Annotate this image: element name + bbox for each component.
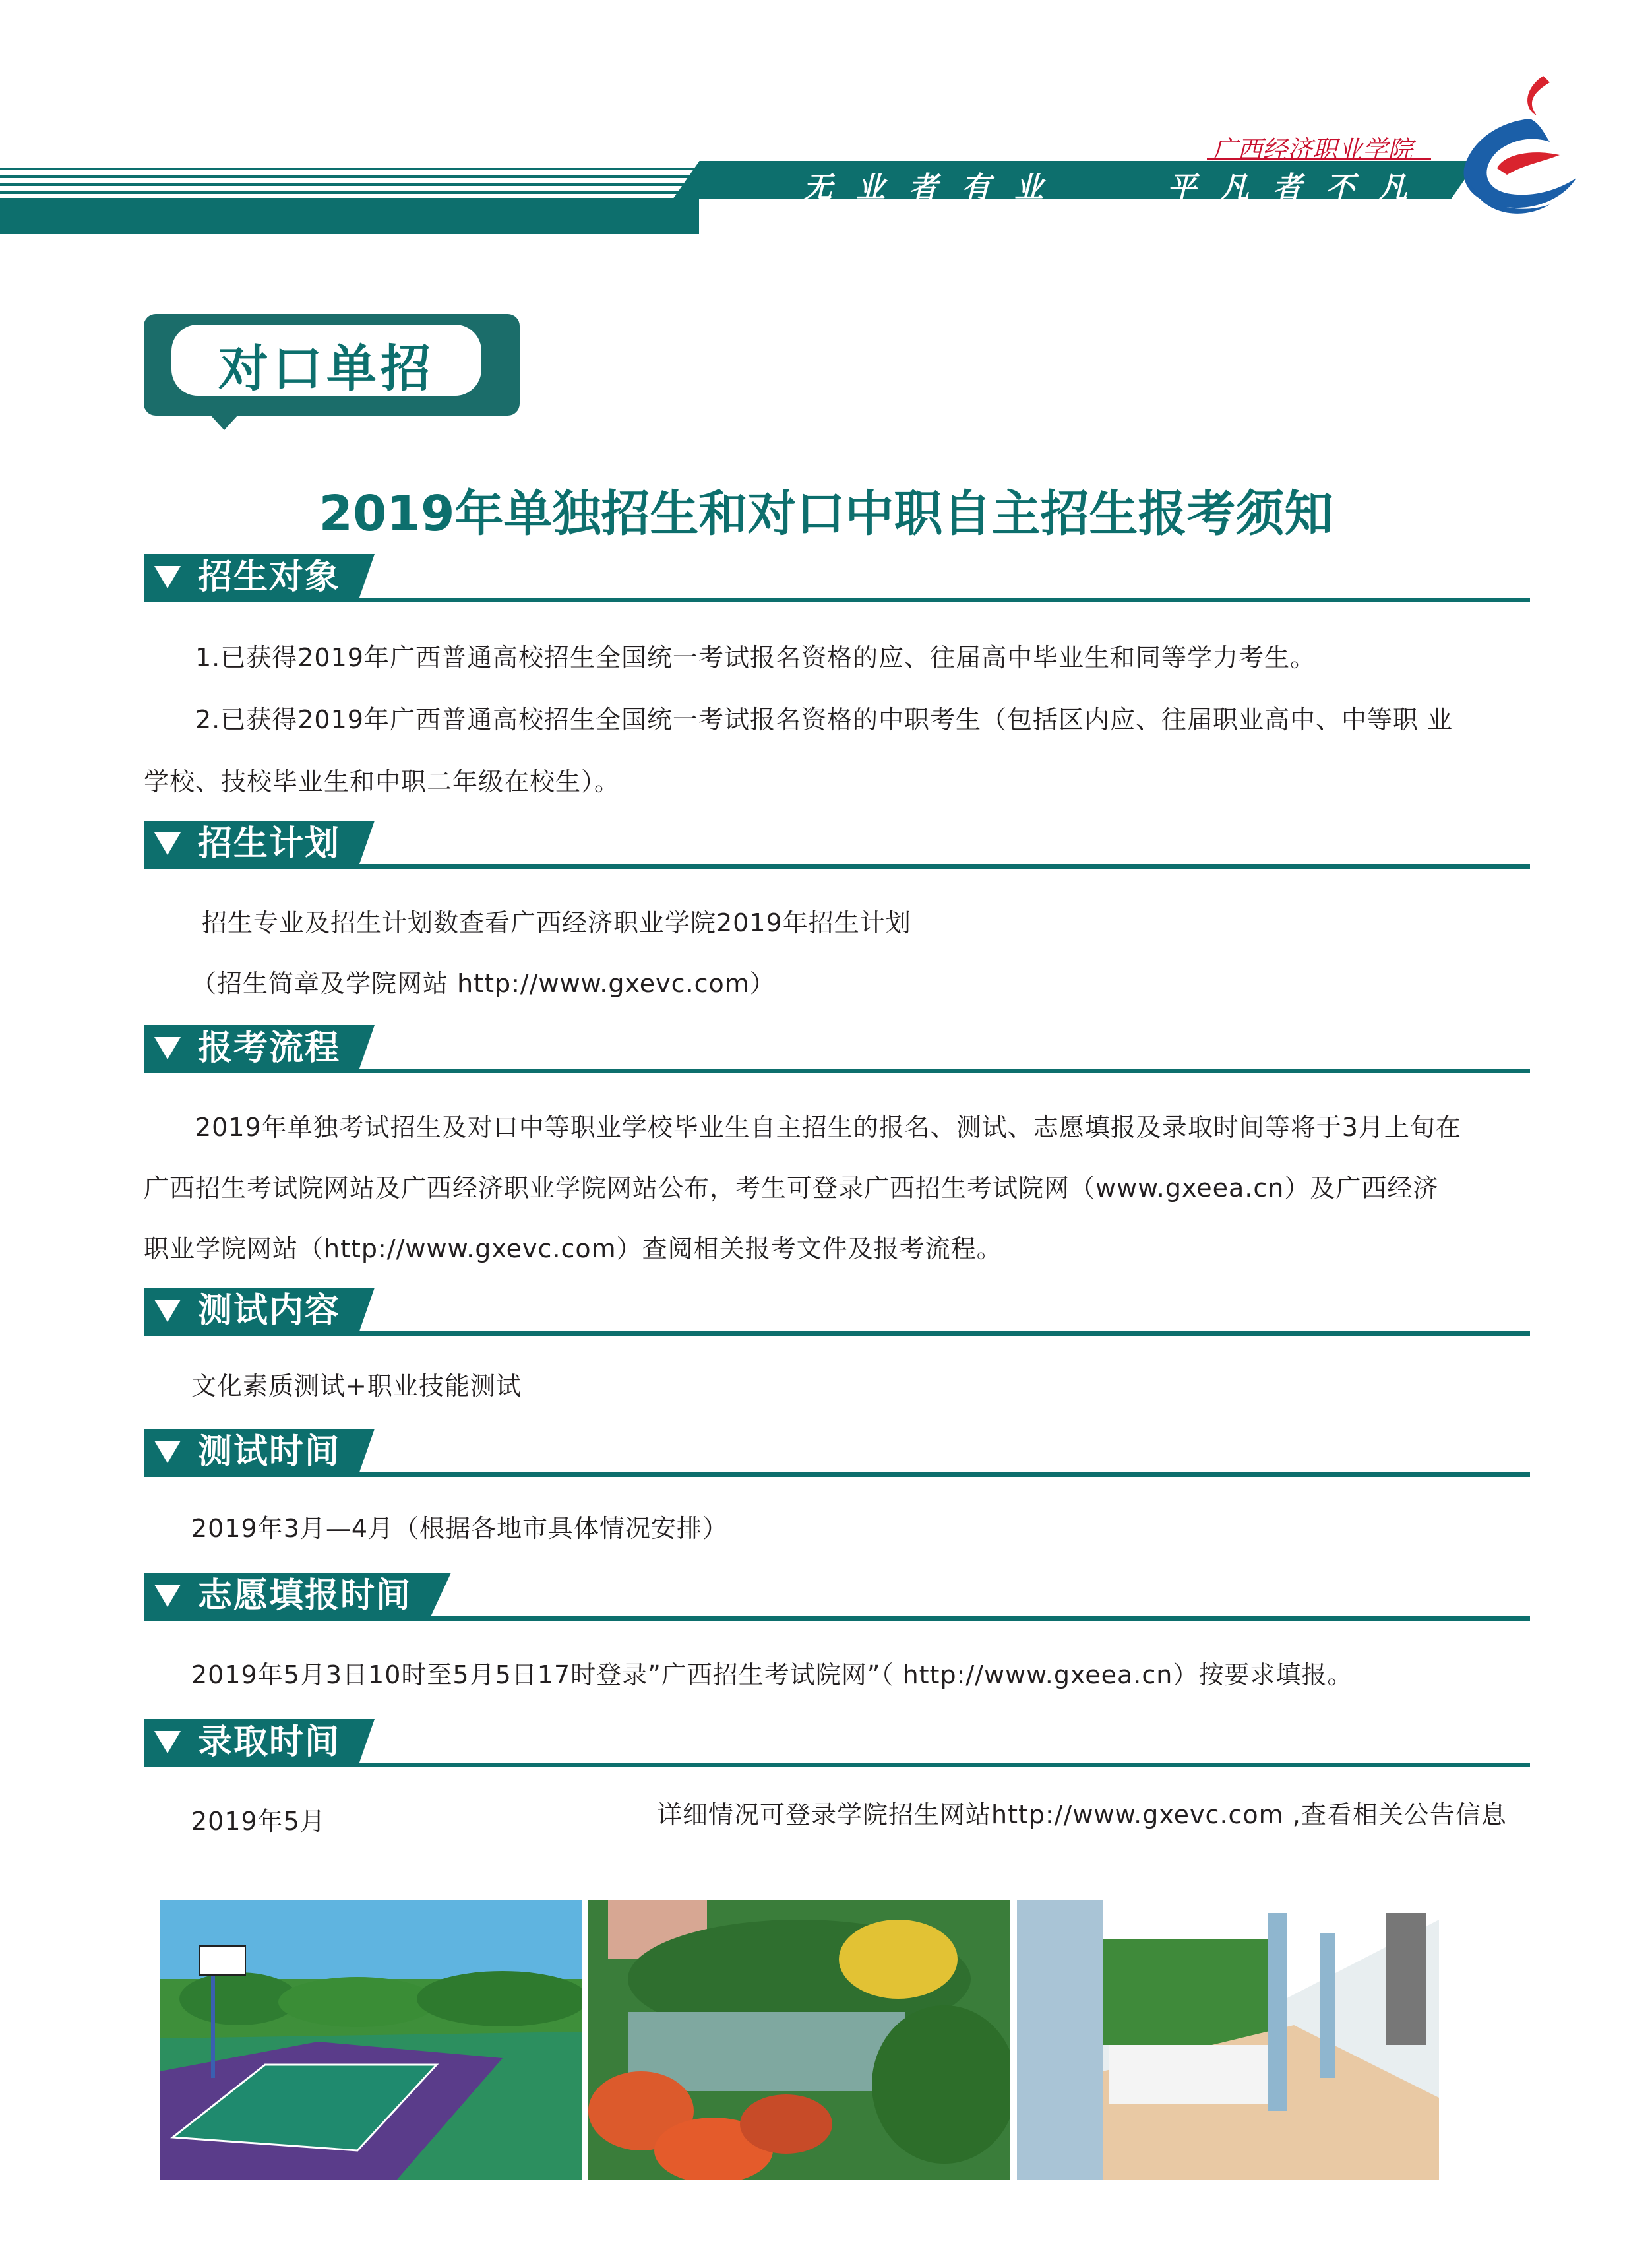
slogan-right: 平凡者不凡 [1167, 171, 1431, 204]
section-text: 1.已获得2019年广西普通高校招生全国统一考试报名资格的应、往届高中毕业生和同等学力考生。 [195, 643, 1316, 672]
section-title: 报考流程 [198, 1028, 341, 1068]
triangle-down-icon [154, 566, 181, 588]
section-text: 文化素质测试+职业技能测试 [191, 1371, 522, 1400]
category-badge-label: 对口单招 [218, 339, 435, 398]
section-text: 2019年5月 [191, 1807, 326, 1836]
section-text: （招生简章及学院网站 http://www.gxevc.com） [191, 969, 776, 998]
college-name: 广西经济职业学院 [1212, 135, 1413, 164]
slogan-left: 无业者有业 [803, 171, 1067, 204]
section-text: 广西招生考试院网站及广西经济职业学院网站公布，考生可登录广西招生考试院网（www.gxeea.cn）及广西经济 [144, 1174, 1439, 1203]
section-text: 职业学院网站（http://www.gxevc.com）查阅相关报考文件及报考流程。 [144, 1234, 1002, 1263]
section-title: 测试内容 [198, 1291, 341, 1331]
section-text: 2019年单独考试招生及对口中等职业学校毕业生自主招生的报名、测试、志愿填报及录取时间等将于3月上旬在 [195, 1113, 1461, 1142]
section-title: 志愿填报时间 [198, 1576, 412, 1616]
triangle-down-icon [154, 1731, 181, 1753]
page-title: 2019年单独招生和对口中职自主招生报考须知 [319, 486, 1333, 542]
section-text: 2.已获得2019年广西普通高校招生全国统一考试报名资格的中职考生（包括区内应、往届职业高中、中等职 业 [195, 705, 1453, 734]
section-divider [144, 864, 1530, 869]
section-title: 录取时间 [198, 1722, 341, 1762]
section-text: 2019年5月3日10时至5月5日17时登录”广西招生考试院网”（ http://www.gxeea.cn）按要求填报。 [191, 1660, 1353, 1689]
triangle-down-icon [154, 832, 181, 855]
triangle-down-icon [154, 1300, 181, 1322]
section-title: 招生对象 [198, 557, 341, 597]
header-bar [0, 198, 699, 234]
section-divider [144, 1331, 1530, 1336]
section-text: 学校、技校毕业生和中职二年级在校生）。 [144, 767, 621, 796]
triangle-down-icon [154, 1585, 181, 1607]
section-divider [144, 1616, 1530, 1621]
section-divider [144, 1472, 1530, 1477]
header-stripes [0, 161, 791, 201]
section-note: 详细情况可登录学院招生网站http://www.gxevc.com ,查看相关公告信息 [657, 1800, 1507, 1829]
section-title: 招生计划 [198, 824, 341, 863]
photo-corridor [1017, 1900, 1439, 2180]
section-title: 测试时间 [198, 1432, 341, 1472]
section-divider [144, 1763, 1530, 1767]
section-text: 2019年3月—4月（根据各地市具体情况安排） [191, 1514, 729, 1543]
photo-basketball-court [160, 1900, 582, 2180]
college-logo [1444, 69, 1583, 228]
triangle-down-icon [154, 1037, 181, 1059]
triangle-down-icon [154, 1441, 181, 1463]
section-divider [144, 598, 1530, 602]
photo-campus-pond [588, 1900, 1010, 2180]
section-divider [144, 1069, 1530, 1073]
section-text: 招生专业及招生计划数查看广西经济职业学院2019年招生计划 [202, 908, 911, 937]
category-badge-tail [210, 414, 239, 430]
